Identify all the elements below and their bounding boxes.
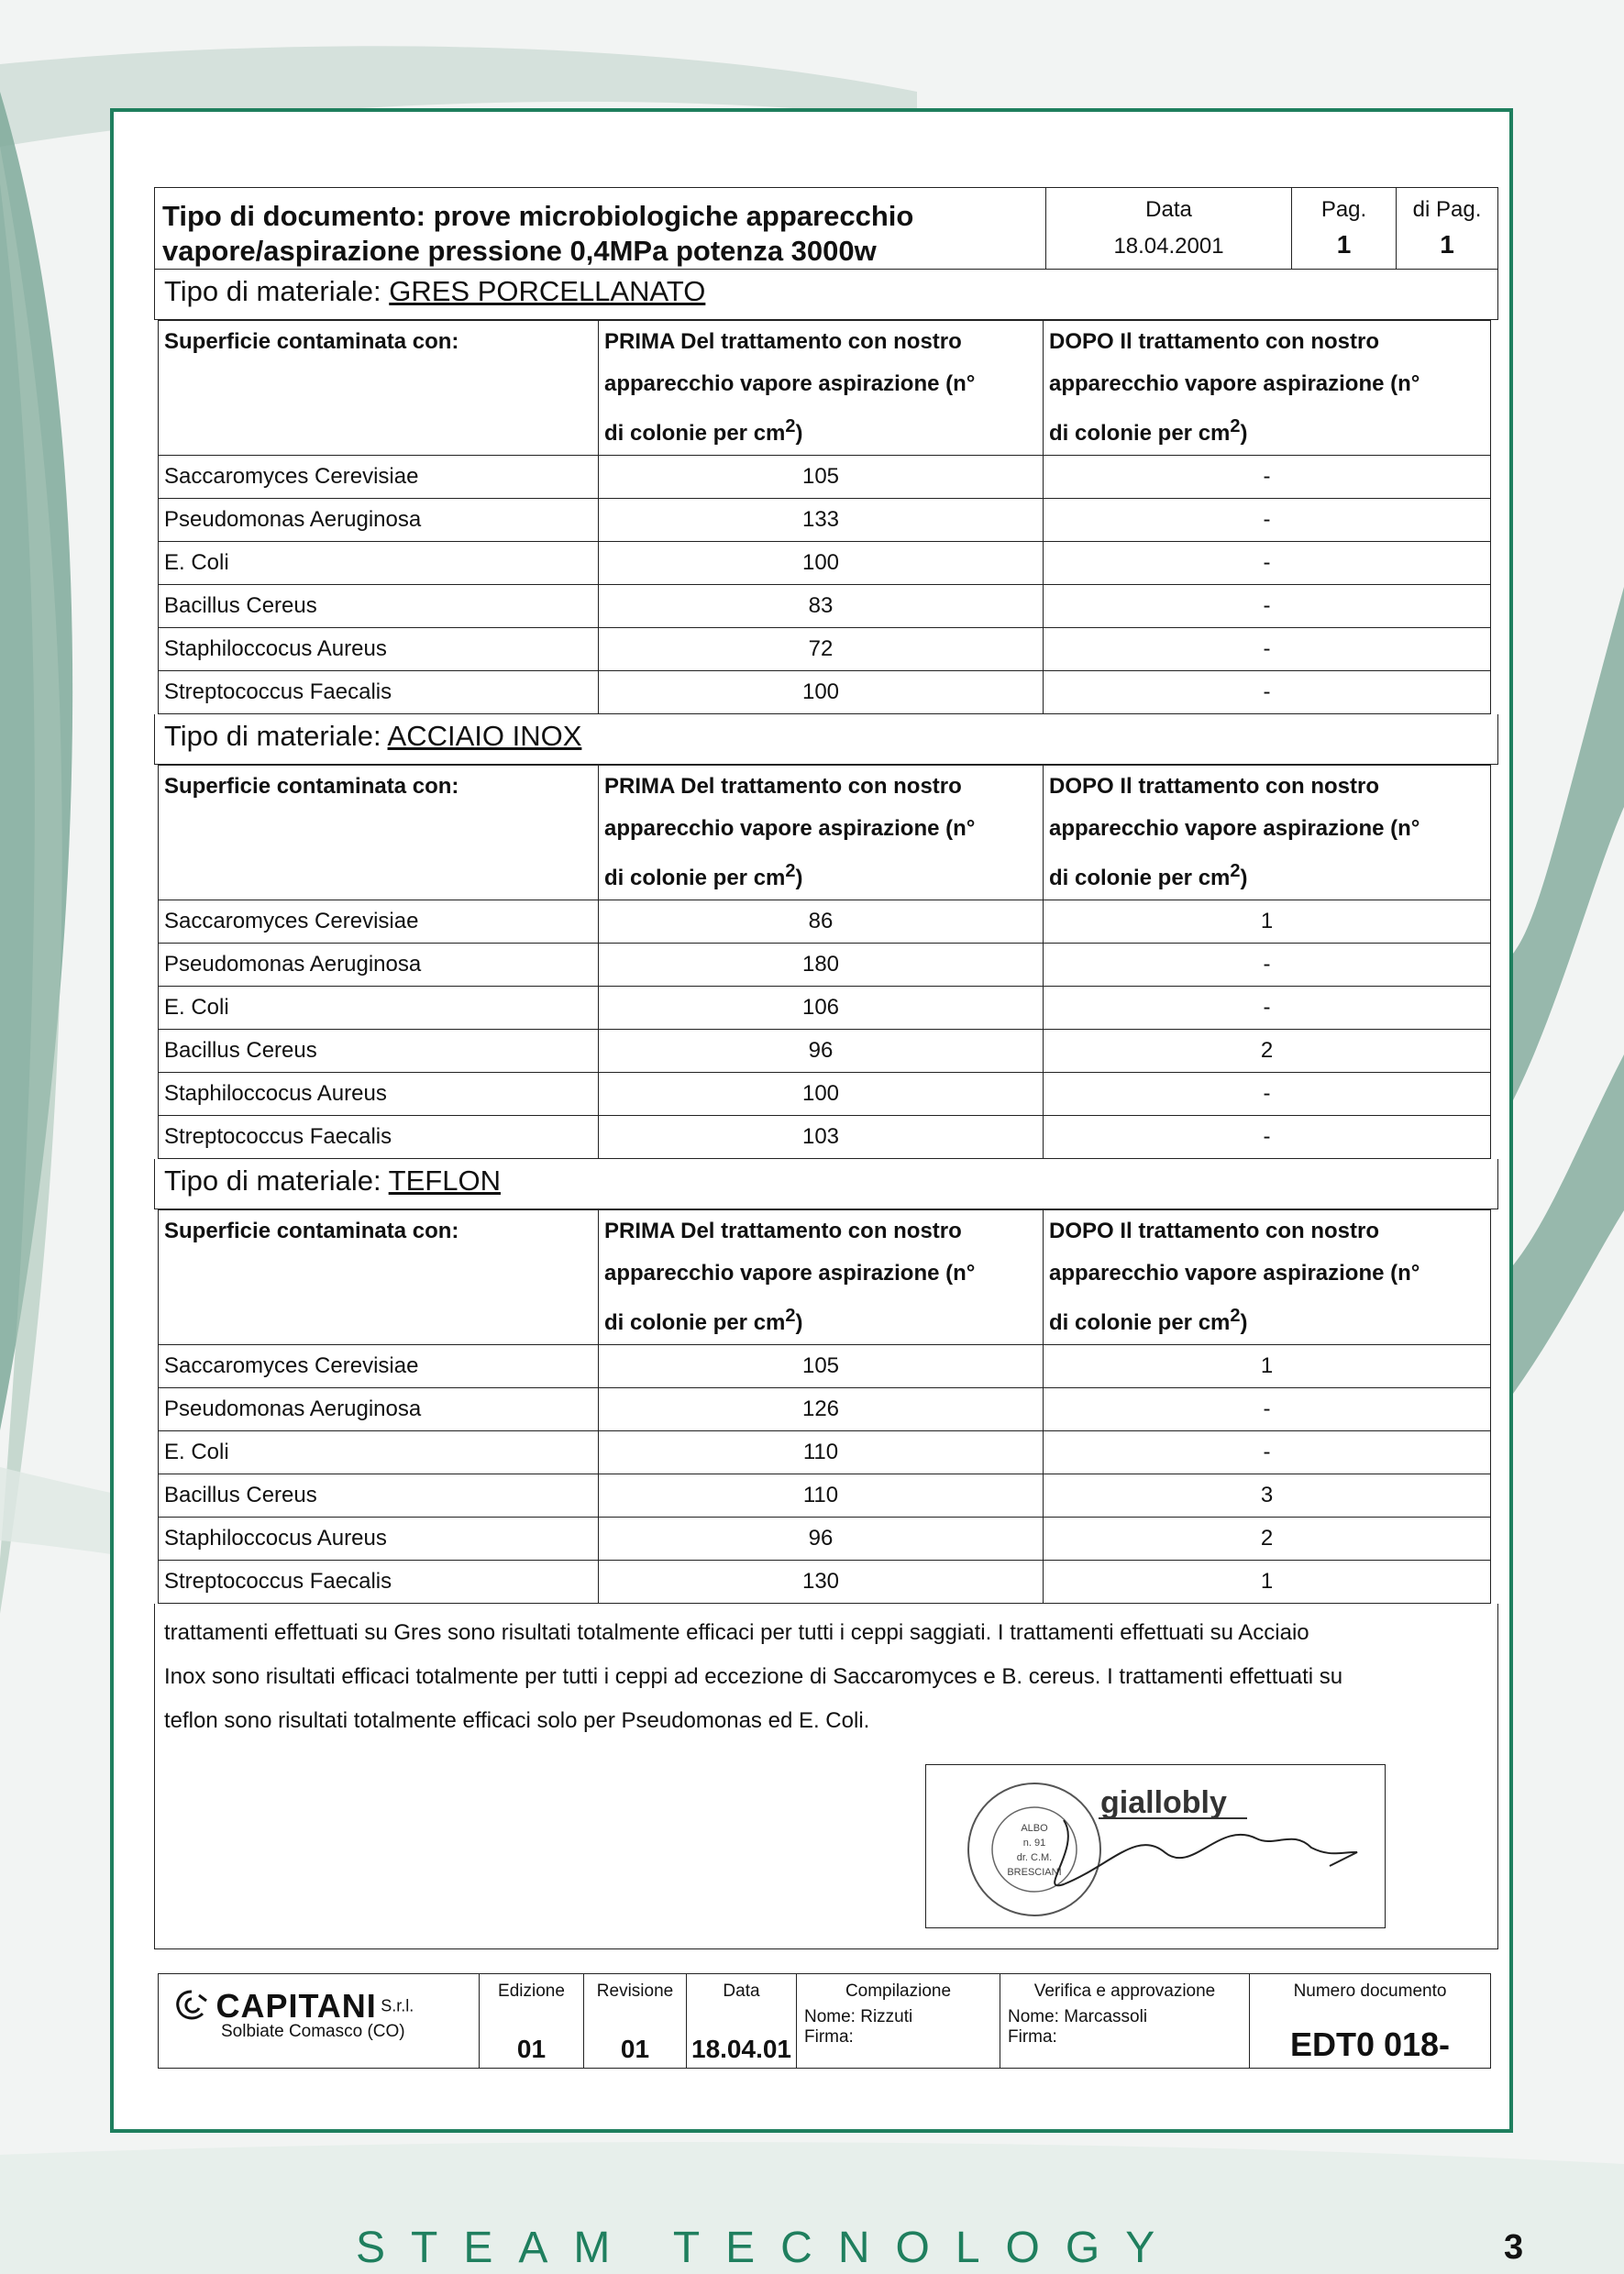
approval-label: Verifica e approvazione — [1033, 1981, 1216, 2001]
table-header-row — [159, 766, 1491, 900]
document-number-cell — [1250, 1974, 1490, 2068]
table-header-row — [159, 1210, 1491, 1345]
before-count: 110 — [599, 1474, 1044, 1518]
results-table — [158, 765, 1491, 1159]
table-row — [159, 499, 1491, 542]
compilation-label: Compilazione — [845, 1981, 952, 2001]
before-count: 83 — [599, 585, 1044, 628]
superscript: 2 — [785, 1306, 796, 1326]
before-count: 133 — [599, 499, 1044, 542]
organism-name: Bacillus Cereus — [159, 585, 599, 628]
surface-header-text: Superficie contaminata con: — [164, 329, 459, 354]
table-row — [159, 944, 1491, 987]
results-table-wrapper — [154, 765, 1498, 1159]
material-sections — [154, 270, 1498, 1604]
after-count: - — [1044, 1073, 1491, 1116]
organism-name: Streptococcus Faecalis — [159, 1116, 599, 1159]
after-header-line-2: apparecchio vapore aspirazione (n° — [1049, 1261, 1420, 1286]
page-frame — [110, 108, 1513, 2133]
approval-signature: Firma: — [1008, 2027, 1057, 2047]
after-column-header — [1044, 1210, 1491, 1345]
material-type-row — [154, 270, 1498, 320]
organism-name: Streptococcus Faecalis — [159, 1561, 599, 1604]
approval-name: Nome: Marcassoli — [1008, 2007, 1148, 2026]
after-header-line-1: DOPO Il trattamento con nostro — [1049, 774, 1380, 799]
surface-column-header — [159, 766, 599, 900]
svg-text:BRESCIANI: BRESCIANI — [1007, 1867, 1062, 1878]
after-column-header — [1044, 766, 1491, 900]
compilation-cell — [797, 1974, 1000, 2068]
document-footer — [158, 1973, 1491, 2069]
before-count: 105 — [599, 1345, 1044, 1388]
after-count: - — [1044, 671, 1491, 714]
header-date-cell — [1046, 188, 1292, 269]
date-label: Data — [1145, 197, 1192, 222]
organism-name: Bacillus Cereus — [159, 1474, 599, 1518]
approval-cell — [1000, 1974, 1250, 2068]
stamp-and-signature — [926, 1765, 1385, 1927]
surface-header-text: Superficie contaminata con: — [164, 774, 459, 799]
compilation-name: Nome: Rizzuti — [804, 2007, 913, 2026]
organism-name: E. Coli — [159, 987, 599, 1030]
material-label: Tipo di materiale: — [164, 1165, 389, 1197]
page-number: 3 — [1504, 2228, 1524, 2267]
after-count: - — [1044, 628, 1491, 671]
page-label: Pag. — [1320, 197, 1367, 222]
after-count: 2 — [1044, 1030, 1491, 1073]
material-name: GRES PORCELLANATO — [389, 275, 706, 307]
after-header-line-1: DOPO Il trattamento con nostro — [1049, 329, 1380, 354]
page-value: 1 — [1336, 230, 1352, 259]
table-row — [159, 671, 1491, 714]
material-type-row — [154, 1159, 1498, 1209]
before-count: 106 — [599, 987, 1044, 1030]
table-row — [159, 900, 1491, 944]
company-city: Solbiate Comasco (CO) — [221, 2022, 405, 2041]
notes-line-3: teflon sono risultati totalmente efficaci solo per Pseudomonas ed E. Coli. — [164, 1708, 870, 1733]
table-row — [159, 1518, 1491, 1561]
total-pages-value: 1 — [1440, 230, 1454, 259]
before-header-unit: di colonie per cm — [604, 866, 786, 890]
after-header-line-2: apparecchio vapore aspirazione (n° — [1049, 816, 1420, 841]
table-row — [159, 585, 1491, 628]
organism-name: Pseudomonas Aeruginosa — [159, 944, 599, 987]
before-header-line-2: apparecchio vapore aspirazione (n° — [604, 816, 976, 841]
before-header-unit: di colonie per cm — [604, 421, 786, 446]
before-column-header — [599, 766, 1044, 900]
after-header-line-3 — [1049, 1295, 1485, 1344]
after-header-line-3 — [1049, 850, 1485, 900]
material-label: Tipo di materiale: — [164, 275, 390, 307]
superscript: 2 — [1230, 861, 1241, 881]
before-count: 126 — [599, 1388, 1044, 1431]
title-line-1: Tipo di documento: prove microbiologiche apparecchio — [162, 200, 914, 232]
before-header-unit: di colonie per cm — [604, 1310, 786, 1335]
before-header-line-2: apparecchio vapore aspirazione (n° — [604, 1261, 976, 1286]
after-count: 1 — [1044, 1561, 1491, 1604]
company-logo-cell — [159, 1974, 480, 2068]
document-header — [154, 187, 1498, 270]
after-header-line-3 — [1049, 405, 1485, 455]
before-count: 110 — [599, 1431, 1044, 1474]
edition-cell — [480, 1974, 584, 2068]
footer-date-value: 18.04.01 — [691, 2035, 791, 2063]
surface-column-header — [159, 321, 599, 456]
after-count: - — [1044, 542, 1491, 585]
table-row — [159, 1474, 1491, 1518]
surface-column-header — [159, 1210, 599, 1345]
before-count: 72 — [599, 628, 1044, 671]
closing-paren: ) — [795, 1310, 803, 1335]
table-row — [159, 987, 1491, 1030]
after-count: 1 — [1044, 1345, 1491, 1388]
before-count: 105 — [599, 456, 1044, 499]
after-count: - — [1044, 1431, 1491, 1474]
before-count: 96 — [599, 1518, 1044, 1561]
before-column-header — [599, 1210, 1044, 1345]
after-count: - — [1044, 987, 1491, 1030]
after-header-unit: di colonie per cm — [1049, 421, 1231, 446]
organism-name: Saccaromyces Cerevisiae — [159, 1345, 599, 1388]
footer-date-label: Data — [723, 1981, 760, 2001]
before-count: 86 — [599, 900, 1044, 944]
edition-value: 01 — [516, 2035, 547, 2063]
compilation-signature: Firma: — [804, 2027, 854, 2047]
footer-date-cell — [687, 1974, 797, 2068]
conclusions-box — [154, 1604, 1498, 1949]
header-total-pages-cell — [1397, 188, 1497, 269]
svg-text:ALBO: ALBO — [1021, 1823, 1048, 1834]
closing-paren: ) — [795, 421, 803, 446]
notes-line-2: Inox sono risultati efficaci totalmente per tutti i ceppi ad eccezione di Saccaromyces e B. cereus. I trattamenti effettuati su — [164, 1664, 1343, 1689]
after-header-line-2: apparecchio vapore aspirazione (n° — [1049, 371, 1420, 396]
company-srl: S.r.l. — [381, 1996, 414, 2015]
before-header-line-3 — [604, 1295, 1037, 1344]
table-row — [159, 1030, 1491, 1073]
document-type-title — [155, 188, 1046, 269]
superscript: 2 — [1230, 1306, 1241, 1326]
revision-value: 01 — [620, 2035, 650, 2063]
results-table — [158, 1209, 1491, 1604]
after-count: - — [1044, 1116, 1491, 1159]
total-pages-label: di Pag. — [1412, 197, 1482, 222]
closing-paren: ) — [1240, 866, 1248, 890]
organism-name: E. Coli — [159, 1431, 599, 1474]
after-header-unit: di colonie per cm — [1049, 1310, 1231, 1335]
after-count: 1 — [1044, 900, 1491, 944]
organism-name: E. Coli — [159, 542, 599, 585]
organism-name: Saccaromyces Cerevisiae — [159, 456, 599, 499]
title-line-2: vapore/aspirazione pressione 0,4MPa potenza 3000w — [162, 235, 877, 267]
after-count: - — [1044, 944, 1491, 987]
table-row — [159, 1345, 1491, 1388]
material-type-row — [154, 714, 1498, 765]
before-header-line-2: apparecchio vapore aspirazione (n° — [604, 371, 976, 396]
before-header-line-1: PRIMA Del trattamento con nostro — [604, 774, 962, 799]
after-count: - — [1044, 499, 1491, 542]
table-row — [159, 628, 1491, 671]
before-count: 100 — [599, 542, 1044, 585]
surface-header-text: Superficie contaminata con: — [164, 1219, 459, 1243]
after-count: - — [1044, 1388, 1491, 1431]
document-number-label: Numero documento — [1293, 1981, 1447, 2001]
table-row — [159, 1073, 1491, 1116]
after-header-unit: di colonie per cm — [1049, 866, 1231, 890]
document-number-value: EDT0 018- — [1289, 2026, 1451, 2063]
closing-paren: ) — [1240, 1310, 1248, 1335]
capitani-logo-icon — [171, 1988, 212, 2025]
before-header-line-3 — [604, 850, 1037, 900]
table-row — [159, 456, 1491, 499]
before-count: 103 — [599, 1116, 1044, 1159]
table-row — [159, 1431, 1491, 1474]
svg-text:n. 91: n. 91 — [1022, 1838, 1046, 1849]
superscript: 2 — [785, 861, 796, 881]
material-label: Tipo di materiale: — [164, 720, 388, 752]
revision-label: Revisione — [596, 1981, 674, 2001]
organism-name: Staphiloccocus Aureus — [159, 1073, 599, 1116]
closing-paren: ) — [1240, 421, 1248, 446]
organism-name: Streptococcus Faecalis — [159, 671, 599, 714]
before-count: 100 — [599, 671, 1044, 714]
after-header-line-1: DOPO Il trattamento con nostro — [1049, 1219, 1380, 1243]
after-count: 2 — [1044, 1518, 1491, 1561]
table-row — [159, 1116, 1491, 1159]
brand-tagline: STEAM TECNOLOGY — [356, 2224, 1181, 2272]
results-table — [158, 320, 1491, 714]
before-count: 180 — [599, 944, 1044, 987]
approval-details — [1000, 2007, 1249, 2048]
document — [154, 187, 1498, 2069]
after-count: 3 — [1044, 1474, 1491, 1518]
organism-name: Bacillus Cereus — [159, 1030, 599, 1073]
table-header-row — [159, 321, 1491, 456]
after-count: - — [1044, 585, 1491, 628]
notes-line-1: trattamenti effettuati su Gres sono risultati totalmente efficaci per tutti i ceppi saggiati. I trattamenti effettuati su Acciaio — [164, 1620, 1309, 1645]
organism-name: Pseudomonas Aeruginosa — [159, 1388, 599, 1431]
superscript: 2 — [1230, 416, 1241, 436]
superscript: 2 — [785, 416, 796, 436]
organism-name: Staphiloccocus Aureus — [159, 1518, 599, 1561]
after-column-header — [1044, 321, 1491, 456]
svg-text:giallobly: giallobly — [1100, 1785, 1227, 1820]
table-row — [159, 1388, 1491, 1431]
revision-cell — [584, 1974, 687, 2068]
organism-name: Saccaromyces Cerevisiae — [159, 900, 599, 944]
header-page-cell — [1292, 188, 1397, 269]
before-header-line-1: PRIMA Del trattamento con nostro — [604, 329, 962, 354]
table-row — [159, 1561, 1491, 1604]
before-column-header — [599, 321, 1044, 456]
table-row — [159, 542, 1491, 585]
edition-label: Edizione — [498, 1981, 565, 2001]
before-count: 130 — [599, 1561, 1044, 1604]
material-name: ACCIAIO INOX — [387, 720, 582, 752]
organism-name: Staphiloccocus Aureus — [159, 628, 599, 671]
before-header-line-1: PRIMA Del trattamento con nostro — [604, 1219, 962, 1243]
organism-name: Pseudomonas Aeruginosa — [159, 499, 599, 542]
compilation-details — [797, 2007, 1000, 2048]
material-name: TEFLON — [388, 1165, 501, 1197]
date-value: 18.04.2001 — [1113, 234, 1224, 259]
signature-stamp-box — [925, 1764, 1386, 1928]
svg-text:dr. C.M.: dr. C.M. — [1016, 1852, 1053, 1863]
before-count: 96 — [599, 1030, 1044, 1073]
results-table-wrapper — [154, 1209, 1498, 1604]
after-count: - — [1044, 456, 1491, 499]
closing-paren: ) — [795, 866, 803, 890]
results-table-wrapper — [154, 320, 1498, 714]
before-header-line-3 — [604, 405, 1037, 455]
company-name: CAPITANI — [215, 1987, 377, 2025]
before-count: 100 — [599, 1073, 1044, 1116]
